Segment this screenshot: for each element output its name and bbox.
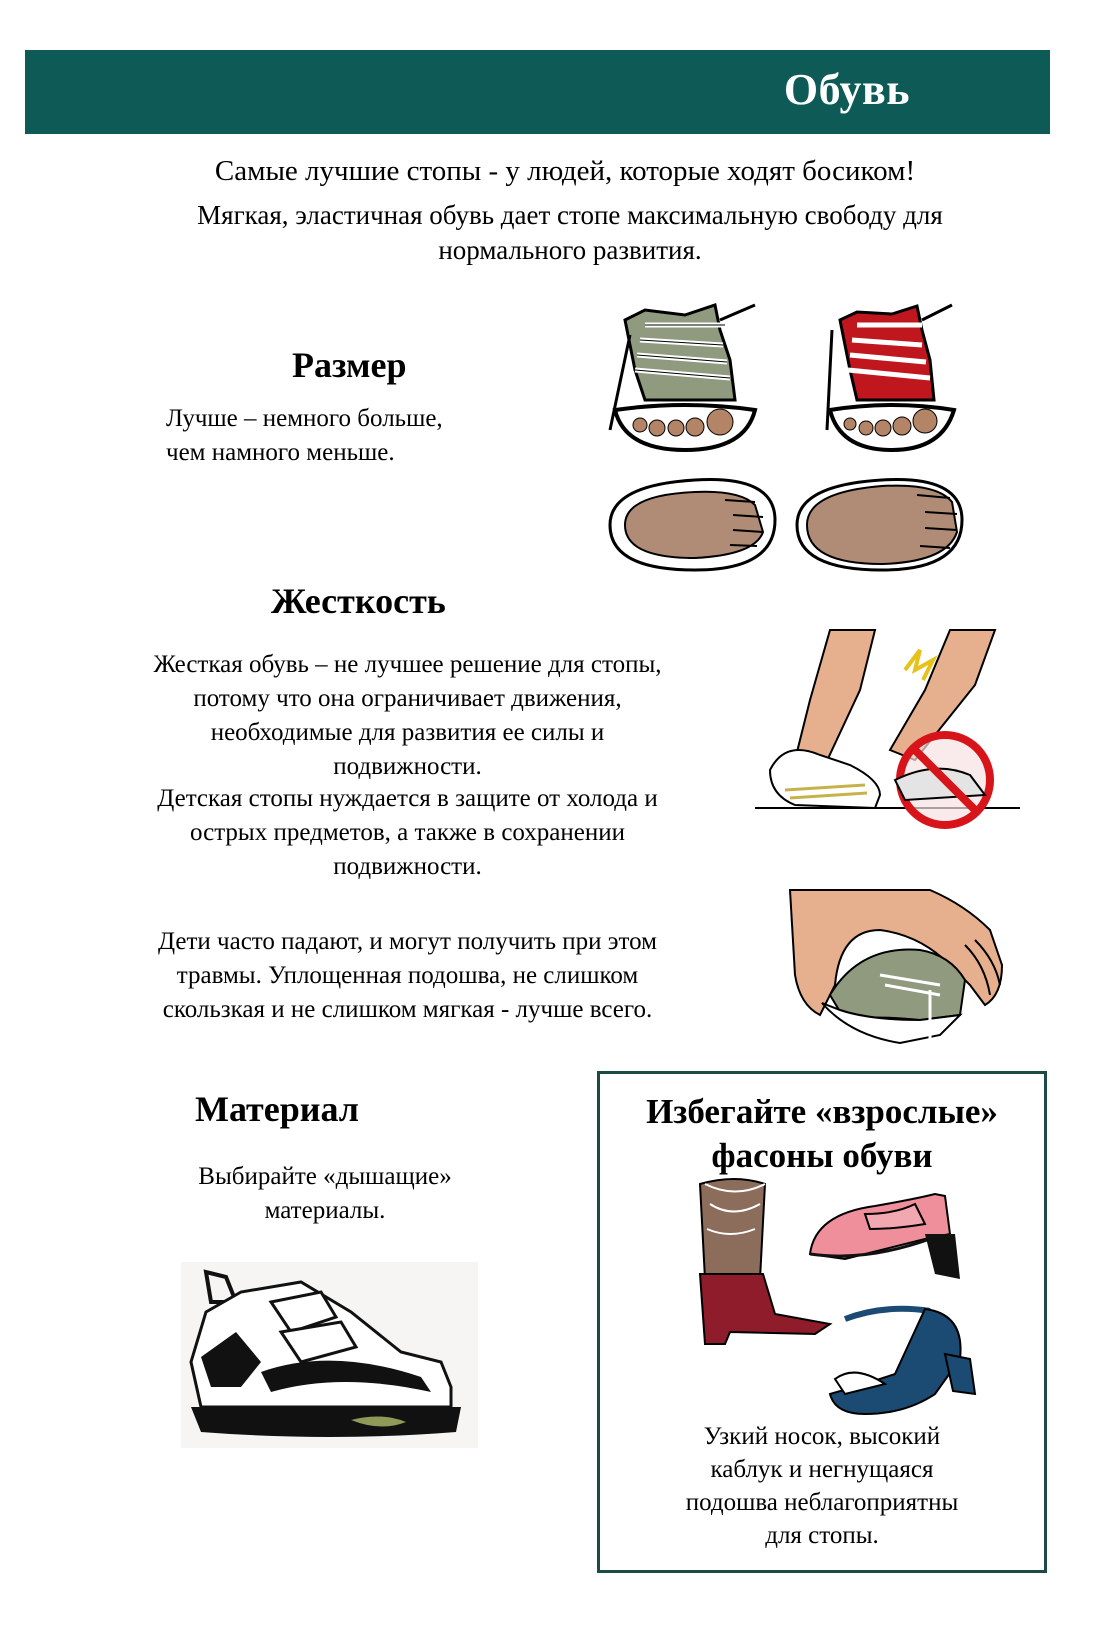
stiffness-text-1: Жесткая обувь – не лучшее решение для стопы, потому что она ограничивает движения, необходимые для развития ее силы и подвижности. [153,651,662,780]
material-title: Материал [195,1089,359,1129]
blue-heel-sandal-illustration [825,1299,985,1424]
hand-bending-shoe-illustration [790,885,1015,1050]
legs-rigid-shoe-prohibited-illustration [755,630,1025,850]
foot-in-insole-illustration [605,470,780,575]
foot-in-insole-illustration [792,470,967,575]
header-bar [25,50,1050,134]
panel-title: Избегайте «взрослые» фасоны обуви [646,1092,998,1175]
intro-subtext: Мягкая, эластичная обувь дает стопе максимальную свободу для нормального развития. [197,200,943,265]
shoe-toes-red-illustration [822,300,967,460]
stiffness-text-2: Детская стопы нуждается в защите от холода и острых предметов, а также в сохранении подвижности. [157,785,658,880]
shoe-toes-green-illustration [605,300,775,460]
page-title: Обувь [783,65,910,114]
size-text: Лучше – немного больше, чем намного меньше. [166,405,443,466]
avoid-adult-styles-panel [597,1071,1047,1573]
stiffness-text-3: Дети часто падают, и могут получить при этом травмы. Уплощенная подошва, не слишком скользкая и не слишком мягкая - лучше всего. [158,928,657,1023]
intro-headline: Самые лучшие стопы - у людей, которые ходят босиком! [214,155,916,187]
panel-text: Узкий носок, высокий каблук и негнущаяся подошва неблагоприятны для стопы. [685,1423,959,1549]
material-text: Выбирайте «дышащие» материалы. [198,1163,452,1224]
pink-clog-illustration [805,1184,965,1284]
size-title: Размер [292,345,407,385]
sneaker-photo [181,1262,478,1448]
stiffness-title: Жесткость [271,581,446,621]
